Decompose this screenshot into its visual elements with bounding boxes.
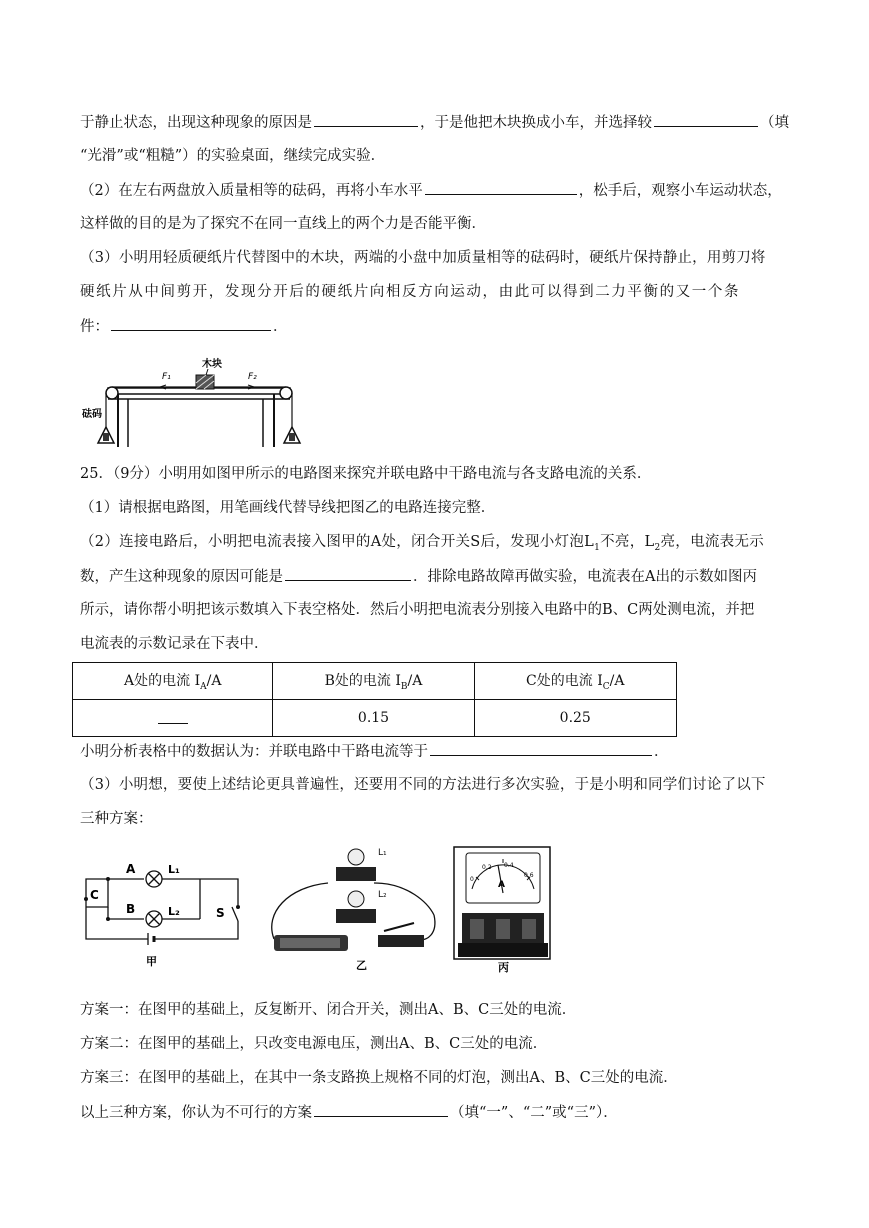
q24-part2 (80, 180, 782, 201)
current-table (72, 662, 677, 737)
answer-blank[interactable] (430, 741, 652, 756)
scale-04: 0.4 (504, 862, 514, 869)
plan-2: 方案二：在图甲的基础上，只改变电源电压，测出A、B、C三处的电流． (80, 1036, 548, 1052)
label-l1: L₁ (168, 863, 180, 876)
caption-yi: 乙 (356, 959, 367, 972)
label-l2: L₂ (168, 905, 180, 918)
text: 于静止状态，出现这种现象的原因是 (80, 115, 312, 131)
text: （填 (760, 115, 789, 131)
answer-blank[interactable] (285, 566, 411, 581)
label-a: A (126, 862, 136, 876)
text: ． (273, 319, 288, 335)
plan-1: 方案一：在图甲的基础上，反复断开、闭合开关，测出A、B、C三处的电流． (80, 1002, 577, 1018)
caption-jia: 甲 (146, 955, 157, 968)
text: 亮，电流表无示 (660, 534, 765, 550)
caption-bing: 丙 (498, 961, 509, 974)
text: ，于是他把木块换成小车，并选择较 (420, 115, 652, 131)
q25-part2-line1 (80, 532, 764, 558)
q24-line2: “光滑”或“粗糙”）的实验桌面，继续完成实验． (80, 148, 386, 164)
header-c: C处的电流 $I_C/A$ (474, 663, 676, 700)
answer-blank[interactable] (314, 1102, 448, 1117)
answer-blank[interactable] (314, 112, 418, 127)
subscript: 2 (654, 542, 661, 553)
label-b: B (126, 902, 136, 916)
q24-part3-line1: （3）小明用轻质硬纸片代替图中的木块，两端的小盘中加质量相等的砝码时，硬纸片保持静止，用剪刀将 (80, 250, 766, 266)
q25-conclusion (80, 741, 669, 762)
q25-part2-line4: 电流表的示数记录在下表中． (80, 636, 269, 652)
text: 小明分析表格中的数据认为：并联电路中干路电流等于 (80, 744, 428, 760)
subscript: 1 (594, 542, 601, 553)
cell-b: 0.15 (273, 700, 474, 737)
q25-part3-line1: （3）小明想，要使上述结论更具普遍性，还要用不同的方法进行多次实验，于是小明和同学们讨论了以下 (80, 777, 766, 793)
text: ． (654, 744, 669, 760)
text: 数，产生这种现象的原因可能是 (80, 569, 283, 585)
q25-part2-line3: 所示，请你帮小明把该示数填入下表空格处．然后小明把电流表分别接入电路中的B、C两处测电流，并把 (80, 602, 755, 618)
final-question (80, 1102, 618, 1123)
text: 件： (80, 319, 109, 335)
ammeter-bing (454, 847, 550, 959)
q25-part3-line2: 三种方案： (80, 811, 153, 827)
circuit-figures (78, 843, 554, 977)
f2-label: F₂ (248, 372, 257, 382)
text: （2）连接电路后，小明把电流表接入图甲的A处，闭合开关S后，发现小灯泡L (80, 534, 595, 550)
circuit-photo-yi (272, 848, 435, 951)
table-row (73, 700, 677, 737)
scale-06: 0.6 (524, 872, 534, 879)
q24-part3-line3 (80, 316, 288, 337)
text: （2）在左右两盘放入质量相等的砝码，再将小车水平 (80, 183, 423, 199)
label-c: C (90, 888, 99, 902)
meter-unit-label: A (498, 880, 505, 890)
plan-3: 方案三：在图甲的基础上，在其中一条支路换上规格不同的灯泡，测出A、B、C三处的电流． (80, 1070, 678, 1086)
cell-c: 0.25 (474, 700, 676, 737)
text: 以上三种方案，你认为不可行的方案 (80, 1105, 312, 1121)
scale-02: 0.2 (482, 864, 492, 871)
label-s: S (216, 906, 225, 920)
q25-part1: （1）请根据电路图，用笔画线代替导线把图乙的电路连接完整． (80, 500, 496, 516)
text: ．排除电路故障再做实验，电流表在A出的示数如图丙 (413, 569, 757, 585)
pulley-apparatus-figure (78, 355, 314, 447)
q24-line1 (80, 112, 789, 133)
weights-label: 砝码 (82, 409, 102, 420)
q24-part2-line2: 这样做的目的是为了探究不在同一直线上的两个力是否能平衡． (80, 216, 486, 232)
text: （填“一”、“二”或“三”）． (450, 1105, 618, 1121)
answer-blank[interactable] (111, 316, 271, 331)
answer-blank[interactable] (654, 112, 758, 127)
text: 不亮，L (600, 534, 655, 550)
q25-part2-line2 (80, 566, 757, 587)
label-yi-l2: L₂ (378, 890, 387, 900)
text: ，松手后，观察小车运动状态， (578, 183, 782, 199)
block-label: 木块 (202, 359, 222, 370)
cell-a-blank[interactable] (73, 700, 273, 737)
f1-label: F₁ (162, 372, 171, 382)
q25-header: 25．（9分）小明用如图甲所示的电路图来探究并联电路中干路电流与各支路电流的关系． (80, 466, 652, 482)
q24-part3-line2: 硬纸片从中间剪开，发现分开后的硬纸片向相反方向运动，由此可以得到二力平衡的又一个条 (80, 284, 741, 300)
header-a: A处的电流 $I_A/A$ (73, 663, 273, 700)
label-yi-l1: L₁ (378, 848, 387, 858)
scale-0: 0 (470, 876, 474, 883)
header-b: B处的电流 $I_B/A$ (273, 663, 474, 700)
table-header-row (73, 663, 677, 700)
answer-blank[interactable] (425, 180, 577, 195)
